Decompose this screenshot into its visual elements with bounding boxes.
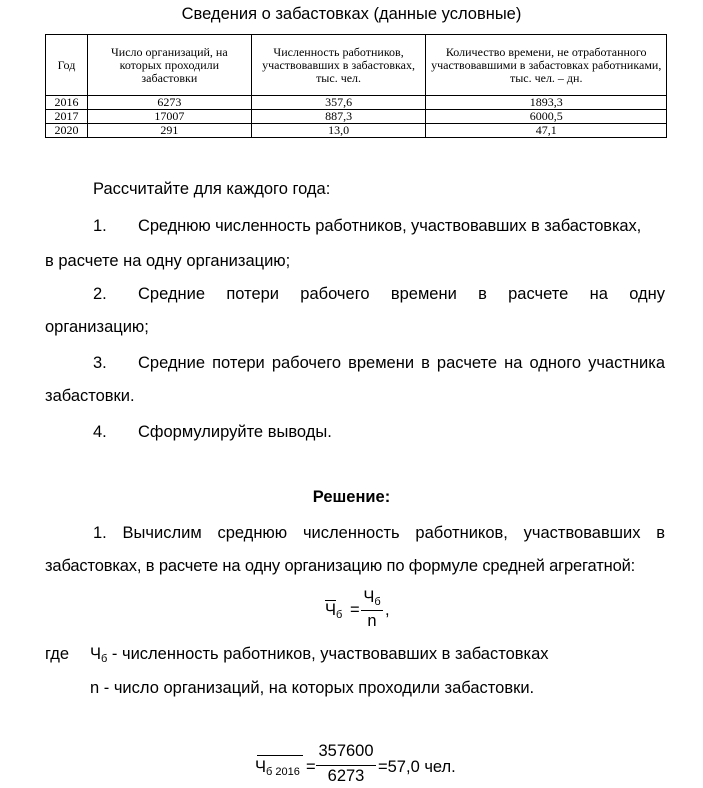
task-text: Средние потери рабочего времени в расчете на одного участника [138,354,665,372]
task-text: Средние потери рабочего времени в расчете на одну [138,285,665,303]
table-cell: 13,0 [251,124,426,138]
task-text-continued: забастовки. [45,387,135,405]
task-intro: Рассчитайте для каждого года: [93,180,331,198]
table-cell: 17007 [87,110,251,124]
definition-organizations: n - число организаций, на которых проходили забастовки. [90,679,535,697]
formula-comma: , [385,601,390,619]
calc-result: =57,0 чел. [378,758,456,776]
table-cell: 47,1 [426,124,667,138]
step1-text: 1. Вычислим среднюю численность работников, участвовавших в [93,524,665,542]
table-cell: 2020 [46,124,88,138]
calculation-2016 [255,742,475,788]
table-row [46,110,667,124]
task-text-continued: в расчете на одну организацию; [45,252,291,270]
table-cell: 887,3 [251,110,426,124]
solution-heading: Решение: [312,488,391,506]
table-row [46,96,667,110]
task-text: Сформулируйте выводы. [138,423,332,441]
calc-equals: = [306,758,316,776]
table-cell: 1893,3 [426,96,667,110]
task-number: 2. [93,285,107,303]
column-header-year: Год [46,35,88,96]
fraction-bar [316,765,376,766]
column-header-workers: Численность работников, участвовавших в забастовках, тыс. чел. [251,35,426,96]
table-caption: Сведения о забастовках (данные условные) [181,5,522,23]
table-row [46,124,667,138]
average-formula [325,588,405,638]
formula-lhs: $Ч_б$ [325,601,343,621]
strikes-table [45,34,667,138]
calc-lhs: $Ч_{б 2016}$ [255,758,300,778]
table-cell: 6000,5 [426,110,667,124]
calc-denominator: 6273 [327,767,365,785]
calc-lhs-overline [257,755,303,756]
fraction-bar [361,610,383,611]
where-label: где [45,645,70,663]
calc-numerator: 357600 [318,742,374,760]
definition-workers: $Ч_б$ - численность работников, участвовавших в забастовках [90,645,549,665]
formula-numerator: $Ч_б$ [363,588,381,608]
task-text: Среднюю численность работников, участвовавших в забастовках, [138,217,642,235]
task-text-continued: организацию; [45,318,149,336]
formula-equals: = [350,601,360,619]
table-cell: 291 [87,124,251,138]
task-number: 1. [93,217,107,235]
column-header-lost-time: Количество времени, не отработанного участвовавшими в забастовках работниками, тыс. чел. – дн. [426,35,667,96]
table-cell: 2016 [46,96,88,110]
task-number: 4. [93,423,107,441]
step1-text-continued: забастовках, в расчете на одну организацию по формуле средней агрегатной: [45,557,636,575]
column-header-organizations: Число организаций, на которых проходили забастовки [87,35,251,96]
table-cell: 357,6 [251,96,426,110]
task-number: 3. [93,354,107,372]
table-header-row [46,35,667,96]
table-cell: 2017 [46,110,88,124]
table-cell: 6273 [87,96,251,110]
formula-denominator: n [367,612,377,630]
